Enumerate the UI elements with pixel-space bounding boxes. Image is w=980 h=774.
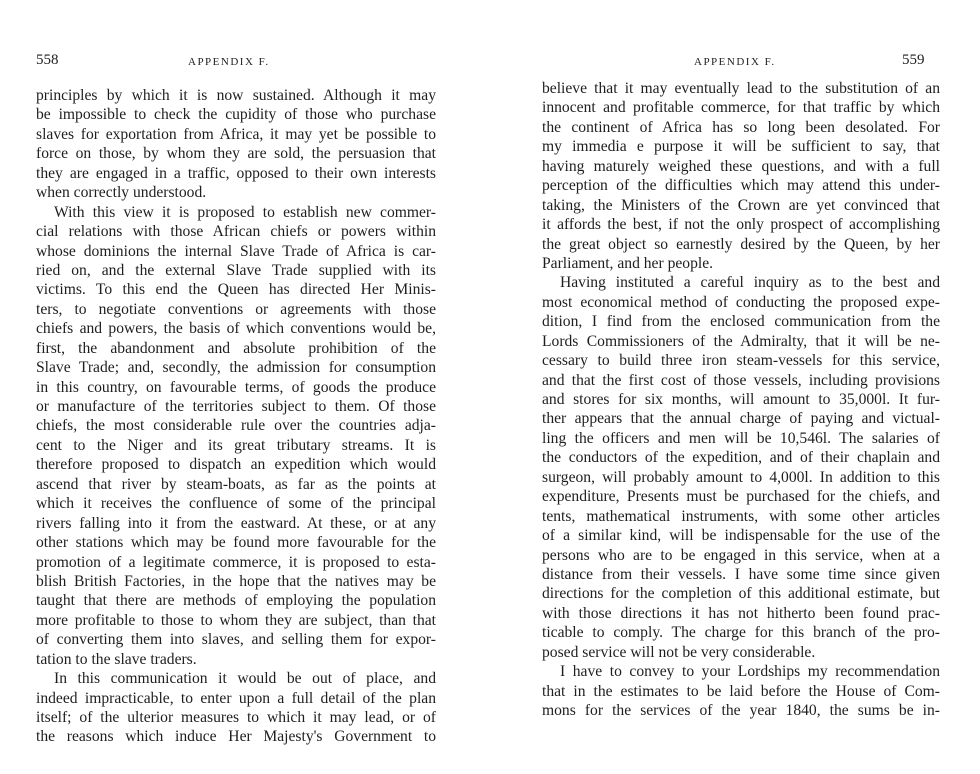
text-line: innocent and profitable commerce, for that traffic by which: [542, 99, 940, 117]
text-line: of a similar kind, will be indispensable for the use of the: [542, 527, 940, 545]
right-page-header: [490, 52, 980, 72]
text-line: ried on, and the external Slave Trade supplied with its: [36, 261, 436, 279]
text-line: indeed impracticable, to enter upon a full detail of the plan: [36, 689, 436, 707]
text-line: directions for the completion of this additional estimate, but: [542, 585, 940, 603]
right-page-text: [542, 79, 940, 720]
text-line: force on those, by whom they are sold, the persuasion that: [36, 145, 436, 163]
text-line: which it receives the confluence of some of the principal: [36, 495, 436, 513]
text-line: perception of the difficulties which may attend this under-: [542, 177, 940, 195]
text-line: and that the first cost of those vessels, including provisions: [542, 371, 940, 389]
text-line: with those directions it has not hitherto been found prac-: [542, 604, 940, 622]
text-line: more profitable to those to whom they are subject, than that: [36, 611, 436, 629]
text-line: victims. To this end the Queen has directed Her Minis-: [36, 281, 436, 299]
text-line: in this country, on favourable terms, of goods the produce: [36, 378, 436, 396]
text-line: other stations which may be found more favourable for the: [36, 534, 436, 552]
text-line: therefore proposed to dispatch an expedition which would: [36, 456, 436, 474]
text-line: cessary to build three iron steam-vessels for this service,: [542, 352, 940, 370]
text-line: taking, the Ministers of the Crown are yet convinced that: [542, 196, 940, 214]
text-line: Parliament, and her people.: [542, 254, 714, 272]
text-line: that in the estimates to be laid before the House of Com-: [542, 682, 940, 700]
text-line: believe that it may eventually lead to the substitution of an: [542, 80, 940, 97]
text-line: cial relations with those African chiefs or powers within: [36, 223, 436, 241]
text-line: tents, mathematical instruments, with some other articles: [542, 507, 940, 525]
right-page: [490, 0, 980, 774]
text-line: blish British Factories, in the hope that the natives may be: [36, 572, 436, 590]
text-line: it affords the best, if not the only prospect of accomplishing: [542, 216, 940, 234]
text-line: the great object so earnestly desired by the Queen, by her: [542, 235, 940, 253]
text-line: itself; of the ulterior measures to which it may lead, or of: [36, 709, 436, 726]
left-page-header: [0, 52, 490, 72]
page-number: 558: [36, 52, 59, 68]
text-line: I have to convey to your Lordships my recommendation: [560, 663, 940, 681]
running-head: APPENDIX F.: [188, 56, 270, 68]
text-line: dition, I find from the enclosed communication from the: [542, 313, 940, 331]
text-line: chiefs and powers, the basis of which conventions would be,: [36, 320, 436, 338]
text-line: expenditure, Presents must be purchased for the chiefs, and: [542, 488, 940, 506]
text-line: ters, to negotiate conventions or agreements with those: [36, 300, 436, 318]
text-line: most economical method of conducting the proposed expe-: [542, 293, 940, 311]
text-line: ticable to comply. The charge for this branch of the pro-: [542, 624, 940, 642]
left-page-text: [36, 86, 436, 747]
text-line: first, the abandonment and absolute prohibition of the: [36, 339, 436, 357]
text-line: they are engaged in a traffic, opposed to their own interests: [36, 164, 436, 182]
text-line: taught that there are methods of employing the population: [36, 592, 436, 610]
text-line: In this communication it would be out of place, and: [54, 670, 436, 688]
text-line: of converting them into slaves, and selling them for expor-: [36, 631, 436, 649]
text-line: chiefs, the most considerable rule over the countries adja-: [36, 417, 436, 435]
text-line: surgeon, will probably amount to 4,000l. In addition to this: [542, 468, 940, 486]
text-line: the continent of Africa has so long been desolated. For: [542, 118, 940, 136]
text-line: Having instituted a careful inquiry as to the best and: [560, 274, 940, 292]
text-line: ling the officers and men will be 10,546l. The salaries of: [542, 429, 940, 447]
text-line: the reasons which induce Her Majesty's Government to: [36, 728, 436, 746]
text-line: cent to the Niger and its great tributary streams. It is: [36, 436, 436, 454]
text-line: rivers falling into it from the eastward. At these, or at any: [36, 514, 436, 532]
page-number: 559: [902, 52, 925, 68]
text-line: mons for the services of the year 1840, the sums be in-: [542, 702, 940, 719]
text-line: Lords Commissioners of the Admiralty, that it will be ne-: [542, 332, 940, 350]
text-line: principles by which it is now sustained. Although it may: [36, 87, 436, 104]
text-line: Slave Trade; and, secondly, the admission for consumption: [36, 359, 436, 377]
text-line: and stores for six months, will amount to 35,000l. It fur-: [542, 391, 940, 408]
text-line: the conductors of the expedition, and of their chaplain and: [542, 449, 940, 467]
text-line: ascend that river by steam-boats, as far as the points at: [36, 475, 436, 493]
text-line: tation to the slave traders.: [36, 650, 197, 668]
text-line: having maturely weighed these questions, and with a full: [542, 157, 940, 175]
text-line: With this view it is proposed to establish new commer-: [54, 203, 436, 221]
text-line: persons who are to be engaged in this service, when at a: [542, 546, 940, 564]
text-line: slaves for exportation from Africa, it may yet be possible to: [36, 125, 436, 143]
text-line: posed service will not be very considerable.: [542, 643, 816, 661]
text-line: ther appears that the annual charge of paying and victual-: [542, 410, 940, 428]
text-line: promotion of a legitimate commerce, it is proposed to esta-: [36, 553, 436, 571]
text-line: be impossible to check the cupidity of those who purchase: [36, 106, 436, 124]
text-line: my immedia e purpose it will be sufficient to say, that: [542, 138, 940, 156]
text-line: when correctly understood.: [36, 184, 207, 202]
text-line: distance from their vessels. I have some time since given: [542, 565, 940, 583]
text-line: whose dominions the internal Slave Trade of Africa is car-: [36, 242, 436, 260]
text-line: or manufacture of the territories subject to them. Of those: [36, 398, 436, 415]
running-head: APPENDIX F.: [694, 56, 776, 68]
